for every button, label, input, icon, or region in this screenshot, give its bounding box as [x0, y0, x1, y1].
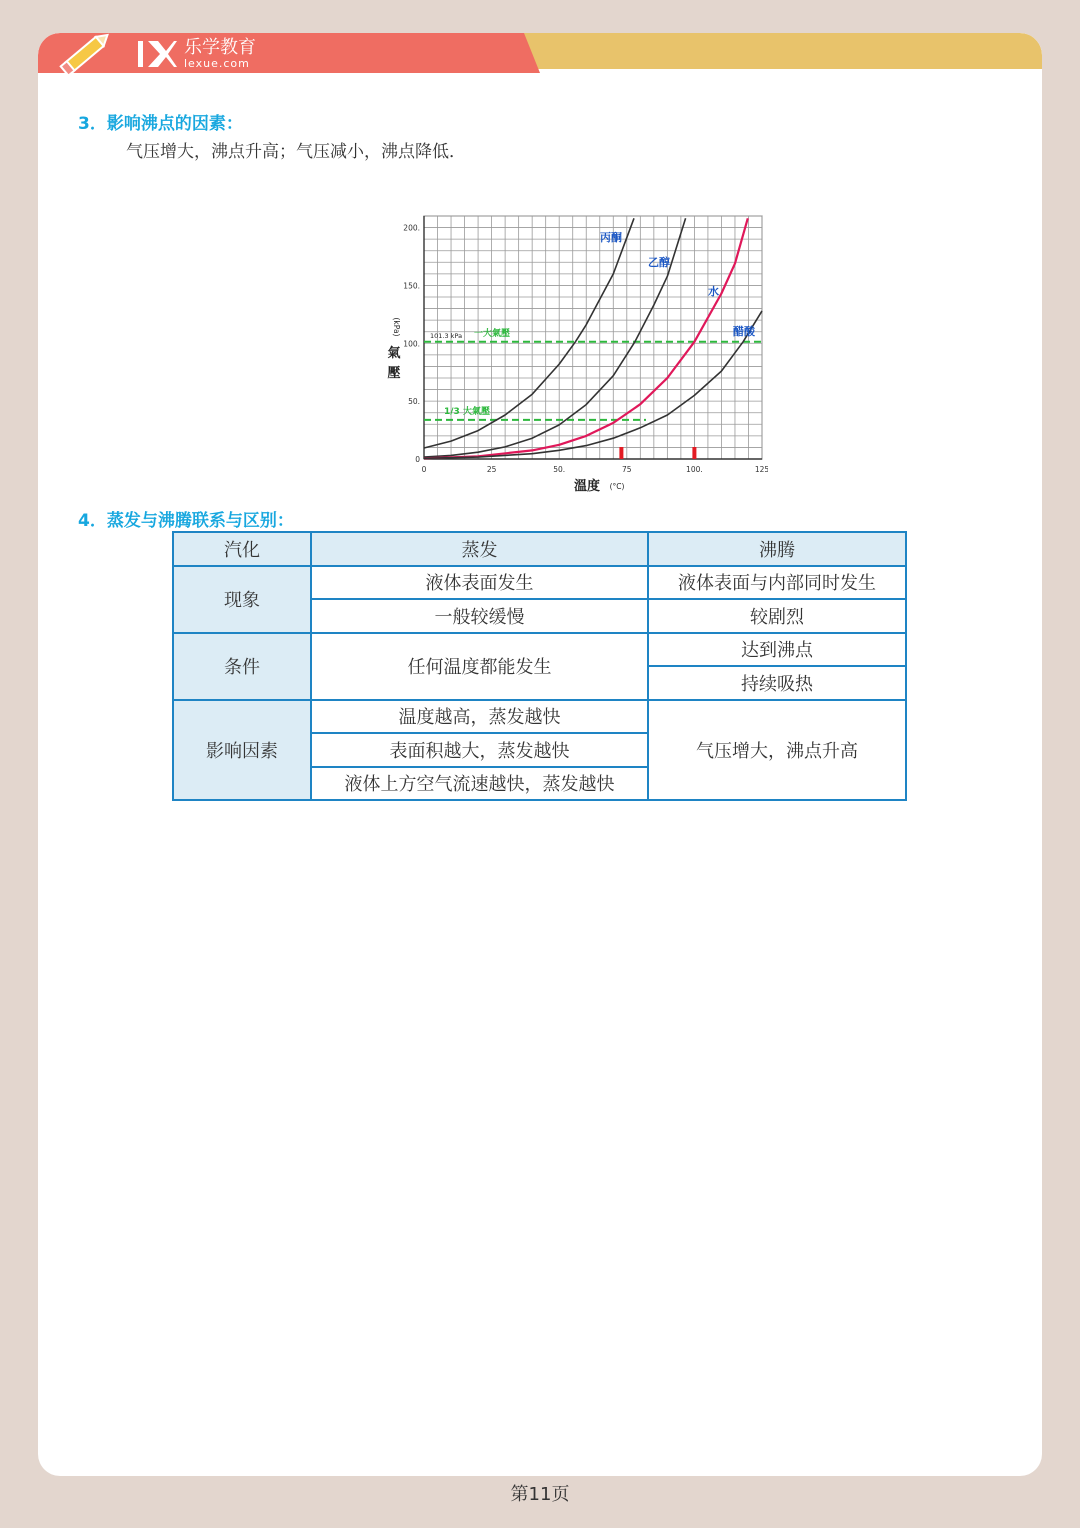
x-tick-label: 50. — [553, 465, 566, 474]
series-label: 醋酸 — [733, 325, 755, 338]
reference-line-label: 一大氣壓 — [474, 328, 511, 339]
table-cell: 达到沸点 — [648, 633, 906, 667]
reference-value-label: 101.3 kPa — [430, 331, 463, 340]
comparison-table — [172, 531, 907, 801]
x-tick-label: 25 — [486, 465, 497, 474]
y-axis-label: 氣 — [387, 346, 401, 361]
y-tick-label: 200. — [403, 223, 420, 233]
table-cell: 液体上方空气流速越快，蒸发越快 — [311, 767, 648, 801]
section-4-title: 4．蒸发与沸腾联系与区别： — [78, 511, 294, 531]
table-row — [173, 566, 906, 600]
x-axis-unit: (°C) — [609, 482, 625, 491]
series-label: 水 — [708, 285, 719, 298]
series-label: 乙醇 — [648, 256, 670, 269]
row-label-condition: 条件 — [173, 633, 311, 700]
table-cell: 任何温度都能发生 — [311, 633, 648, 700]
y-tick-label: 0 — [415, 455, 420, 464]
table-cell: 液体表面发生 — [311, 566, 648, 600]
lexue-logo-icon — [136, 39, 178, 69]
row-label-phenomenon: 现象 — [173, 566, 311, 633]
table-header-row — [173, 532, 906, 566]
y-tick-label: 150. — [403, 281, 420, 291]
table-cell: 气压增大，沸点升高 — [648, 700, 906, 801]
x-tick-label: 75 — [622, 465, 632, 474]
table-cell: 温度越高，蒸发越快 — [311, 700, 648, 734]
series-label: 丙酮 — [600, 231, 622, 244]
table-cell: 持续吸热 — [648, 666, 906, 700]
y-tick-label: 50. — [408, 397, 420, 407]
boiling-point-marker — [692, 447, 696, 459]
page-sheet — [38, 33, 1042, 1476]
y-axis-unit: (kPa) — [392, 317, 401, 337]
reference-line-label: 1/3 大氣壓 — [444, 406, 490, 417]
x-axis-label: 溫度 — [573, 479, 601, 494]
row-label-factors: 影响因素 — [173, 700, 311, 801]
table-row — [173, 633, 906, 667]
table-cell: 较剧烈 — [648, 599, 906, 633]
header-boiling: 沸腾 — [648, 532, 906, 566]
table-cell: 表面积越大，蒸发越快 — [311, 733, 648, 767]
boiling-point-marker — [619, 447, 623, 459]
table-cell: 一般较缓慢 — [311, 599, 648, 633]
header-evaporation: 蒸发 — [311, 532, 648, 566]
section-3-title: 3．影响沸点的因素： — [78, 114, 243, 134]
header-band-yellow — [522, 33, 1042, 69]
page-number: 第11页 — [510, 1484, 570, 1505]
x-tick-label: 0 — [421, 465, 427, 474]
chart-svg — [348, 173, 768, 505]
header-vaporization: 汽化 — [173, 532, 311, 566]
x-tick-label: 100. — [686, 465, 703, 474]
logo-chinese: 乐学教育 — [184, 37, 256, 58]
y-axis-label: 壓 — [387, 366, 401, 381]
x-tick-label: 125 — [754, 465, 768, 474]
table-cell: 液体表面与内部同时发生 — [648, 566, 906, 600]
vapor-pressure-chart — [348, 173, 768, 505]
logo-url: lexue.com — [184, 57, 250, 70]
section-3-text: 气压增大，沸点升高；气压减小，沸点降低． — [126, 142, 466, 162]
table-row — [173, 700, 906, 734]
y-tick-label: 100. — [403, 339, 420, 349]
logo — [136, 39, 256, 69]
pencil-icon — [54, 33, 118, 85]
